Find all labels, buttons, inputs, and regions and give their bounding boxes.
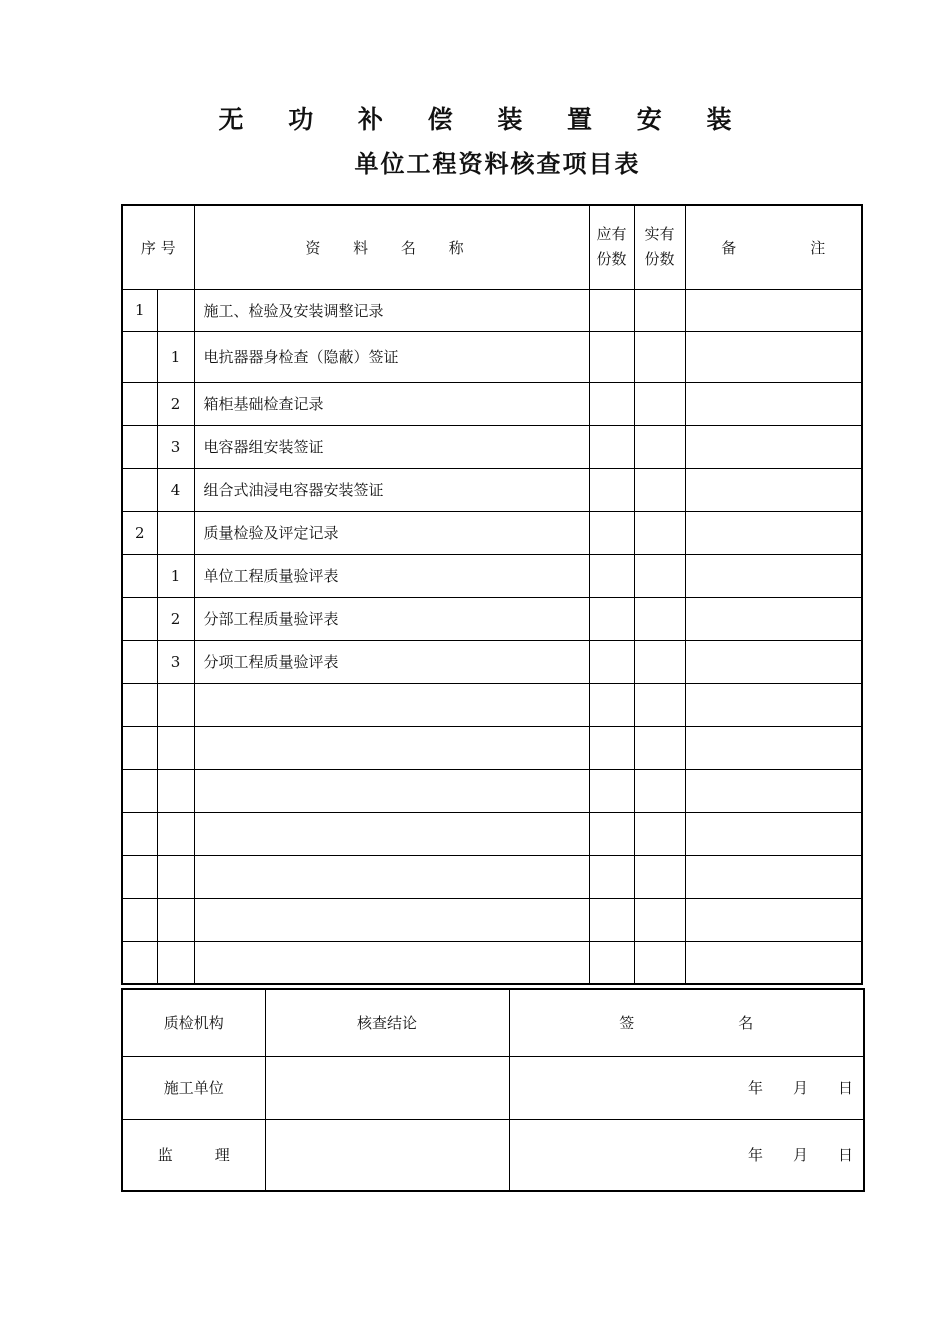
row-seq-cell [122, 941, 157, 984]
checklist-table [121, 204, 863, 985]
row-remark-cell[interactable] [685, 382, 862, 425]
header-row [122, 205, 862, 289]
row-sub-seq-cell: 2 [157, 597, 194, 640]
signoff-row-supervisor [122, 1119, 864, 1191]
row-required-count-cell[interactable] [589, 289, 634, 331]
row-name-cell: 分项工程质量验评表 [194, 640, 589, 683]
row-sub-seq-cell [157, 812, 194, 855]
row-name-cell [194, 941, 589, 984]
table-row [122, 554, 862, 597]
row-sub-seq-cell: 2 [157, 382, 194, 425]
table-row [122, 812, 862, 855]
row-actual-count-cell[interactable] [634, 941, 685, 984]
row-sub-seq-cell [157, 683, 194, 726]
page-title-line2: 单位工程资料核查项目表 [354, 149, 641, 178]
row-seq-cell [122, 554, 157, 597]
row-name-cell: 分部工程质量验评表 [194, 597, 589, 640]
row-required-count-cell[interactable] [589, 640, 634, 683]
table-body [122, 289, 862, 984]
header-actual-line2: 份数 [644, 250, 675, 269]
row-actual-count-cell[interactable] [634, 511, 685, 554]
row-required-count-cell[interactable] [589, 425, 634, 468]
row-sub-seq-cell: 3 [157, 640, 194, 683]
table-row [122, 683, 862, 726]
row-actual-count-cell[interactable] [634, 382, 685, 425]
row-required-count-cell[interactable] [589, 468, 634, 511]
row-name-cell [194, 855, 589, 898]
signoff-table [121, 988, 865, 1192]
signoff-header-sign-b: 名 [738, 1014, 754, 1033]
signoff-date-supervisor[interactable] [509, 1119, 864, 1191]
table-row [122, 898, 862, 941]
row-required-count-cell[interactable] [589, 511, 634, 554]
row-name-cell: 箱柜基础检查记录 [194, 382, 589, 425]
signoff-header-sign [509, 989, 864, 1056]
row-seq-cell [122, 898, 157, 941]
row-seq-cell [122, 425, 157, 468]
date-year: 年 [747, 1146, 763, 1165]
row-seq-cell [122, 468, 157, 511]
row-required-count-cell[interactable] [589, 726, 634, 769]
date-day: 日 [837, 1079, 853, 1097]
row-seq-cell [122, 855, 157, 898]
signoff-header-row [122, 989, 864, 1056]
table-row [122, 769, 862, 812]
header-remark-a: 备 [721, 238, 737, 257]
row-required-count-cell[interactable] [589, 554, 634, 597]
row-sub-seq-cell [157, 289, 194, 331]
row-actual-count-cell[interactable] [634, 855, 685, 898]
row-name-cell: 组合式油浸电容器安装签证 [194, 468, 589, 511]
row-required-count-cell[interactable] [589, 941, 634, 984]
table-row [122, 511, 862, 554]
date-day: 日 [837, 1146, 853, 1165]
row-sub-seq-cell: 4 [157, 468, 194, 511]
header-required [589, 205, 634, 289]
header-remark [685, 205, 862, 289]
row-remark-cell[interactable] [685, 812, 862, 855]
row-remark-cell[interactable] [685, 289, 862, 331]
date-year: 年 [747, 1079, 763, 1097]
row-required-count-cell[interactable] [589, 898, 634, 941]
row-seq-cell [122, 382, 157, 425]
row-actual-count-cell[interactable] [634, 425, 685, 468]
row-name-cell [194, 769, 589, 812]
row-required-count-cell[interactable] [589, 331, 634, 382]
row-name-cell [194, 812, 589, 855]
row-remark-cell[interactable] [685, 855, 862, 898]
row-actual-count-cell[interactable] [634, 640, 685, 683]
header-actual-line1: 实有 [644, 225, 675, 244]
row-sub-seq-cell [157, 726, 194, 769]
row-actual-count-cell[interactable] [634, 812, 685, 855]
row-name-cell: 质量检验及评定记录 [194, 511, 589, 554]
signoff-org-contractor: 施工单位 [122, 1056, 265, 1119]
signoff-org-supervisor-a: 监 [157, 1146, 173, 1165]
row-required-count-cell[interactable] [589, 855, 634, 898]
signoff-header-sign-a: 签 [619, 1014, 635, 1033]
row-sub-seq-cell [157, 855, 194, 898]
row-actual-count-cell[interactable] [634, 554, 685, 597]
row-seq-cell [122, 597, 157, 640]
row-seq-cell [122, 683, 157, 726]
row-sub-seq-cell [157, 511, 194, 554]
row-remark-cell[interactable] [685, 683, 862, 726]
header-actual [634, 205, 685, 289]
row-name-cell [194, 726, 589, 769]
row-name-cell: 施工、检验及安装调整记录 [194, 289, 589, 331]
signoff-row-contractor [122, 1056, 864, 1119]
row-sub-seq-cell: 1 [157, 554, 194, 597]
row-name-cell: 电抗器器身检查（隐蔽）签证 [194, 331, 589, 382]
row-name-cell [194, 683, 589, 726]
row-actual-count-cell[interactable] [634, 683, 685, 726]
signoff-date-contractor[interactable] [509, 1056, 864, 1119]
row-name-cell: 电容器组安装签证 [194, 425, 589, 468]
table-row [122, 425, 862, 468]
row-seq-cell [122, 812, 157, 855]
row-required-count-cell[interactable] [589, 597, 634, 640]
header-required-line1: 应有 [596, 225, 627, 244]
row-name-cell: 单位工程质量验评表 [194, 554, 589, 597]
table-row [122, 289, 862, 331]
row-remark-cell[interactable] [685, 640, 862, 683]
row-remark-cell[interactable] [685, 769, 862, 812]
row-seq-cell: 1 [122, 289, 157, 331]
row-seq-cell [122, 331, 157, 382]
row-sub-seq-cell: 1 [157, 331, 194, 382]
row-remark-cell[interactable] [685, 468, 862, 511]
header-name: 资 料 名 称 [194, 205, 589, 289]
page-title-line1: 无 功 补 偿 装 置 安 装 [218, 105, 732, 134]
row-actual-count-cell[interactable] [634, 898, 685, 941]
signoff-org-supervisor [122, 1119, 265, 1191]
signoff-conclusion-supervisor[interactable] [265, 1119, 509, 1191]
row-seq-cell: 2 [122, 511, 157, 554]
row-sub-seq-cell: 3 [157, 425, 194, 468]
table-row [122, 331, 862, 382]
row-sub-seq-cell [157, 769, 194, 812]
date-month: 月 [792, 1079, 808, 1097]
row-actual-count-cell[interactable] [634, 769, 685, 812]
table-row [122, 941, 862, 984]
signoff-header-conclusion: 核查结论 [265, 989, 509, 1056]
row-required-count-cell[interactable] [589, 382, 634, 425]
row-remark-cell[interactable] [685, 726, 862, 769]
row-actual-count-cell[interactable] [634, 468, 685, 511]
table-row [122, 382, 862, 425]
row-remark-cell[interactable] [685, 597, 862, 640]
row-required-count-cell[interactable] [589, 683, 634, 726]
row-required-count-cell[interactable] [589, 812, 634, 855]
row-sub-seq-cell [157, 941, 194, 984]
row-remark-cell[interactable] [685, 898, 862, 941]
title-block [0, 0, 950, 200]
row-actual-count-cell[interactable] [634, 331, 685, 382]
table-row [122, 468, 862, 511]
signoff-org-supervisor-b: 理 [214, 1146, 230, 1165]
row-remark-cell[interactable] [685, 511, 862, 554]
header-remark-b: 注 [810, 238, 826, 257]
row-seq-cell [122, 726, 157, 769]
header-seq: 序 号 [122, 205, 194, 289]
date-month: 月 [792, 1146, 808, 1165]
table-row [122, 640, 862, 683]
table-row [122, 597, 862, 640]
row-remark-cell[interactable] [685, 554, 862, 597]
row-remark-cell[interactable] [685, 941, 862, 984]
row-sub-seq-cell [157, 898, 194, 941]
row-required-count-cell[interactable] [589, 769, 634, 812]
table-row [122, 726, 862, 769]
row-remark-cell[interactable] [685, 425, 862, 468]
row-name-cell [194, 898, 589, 941]
table-row [122, 855, 862, 898]
row-seq-cell [122, 769, 157, 812]
row-actual-count-cell[interactable] [634, 726, 685, 769]
signoff-conclusion-contractor[interactable] [265, 1056, 509, 1119]
row-actual-count-cell[interactable] [634, 289, 685, 331]
row-remark-cell[interactable] [685, 331, 862, 382]
row-actual-count-cell[interactable] [634, 597, 685, 640]
signoff-header-org: 质检机构 [122, 989, 265, 1056]
header-required-line2: 份数 [596, 250, 627, 269]
row-seq-cell [122, 640, 157, 683]
